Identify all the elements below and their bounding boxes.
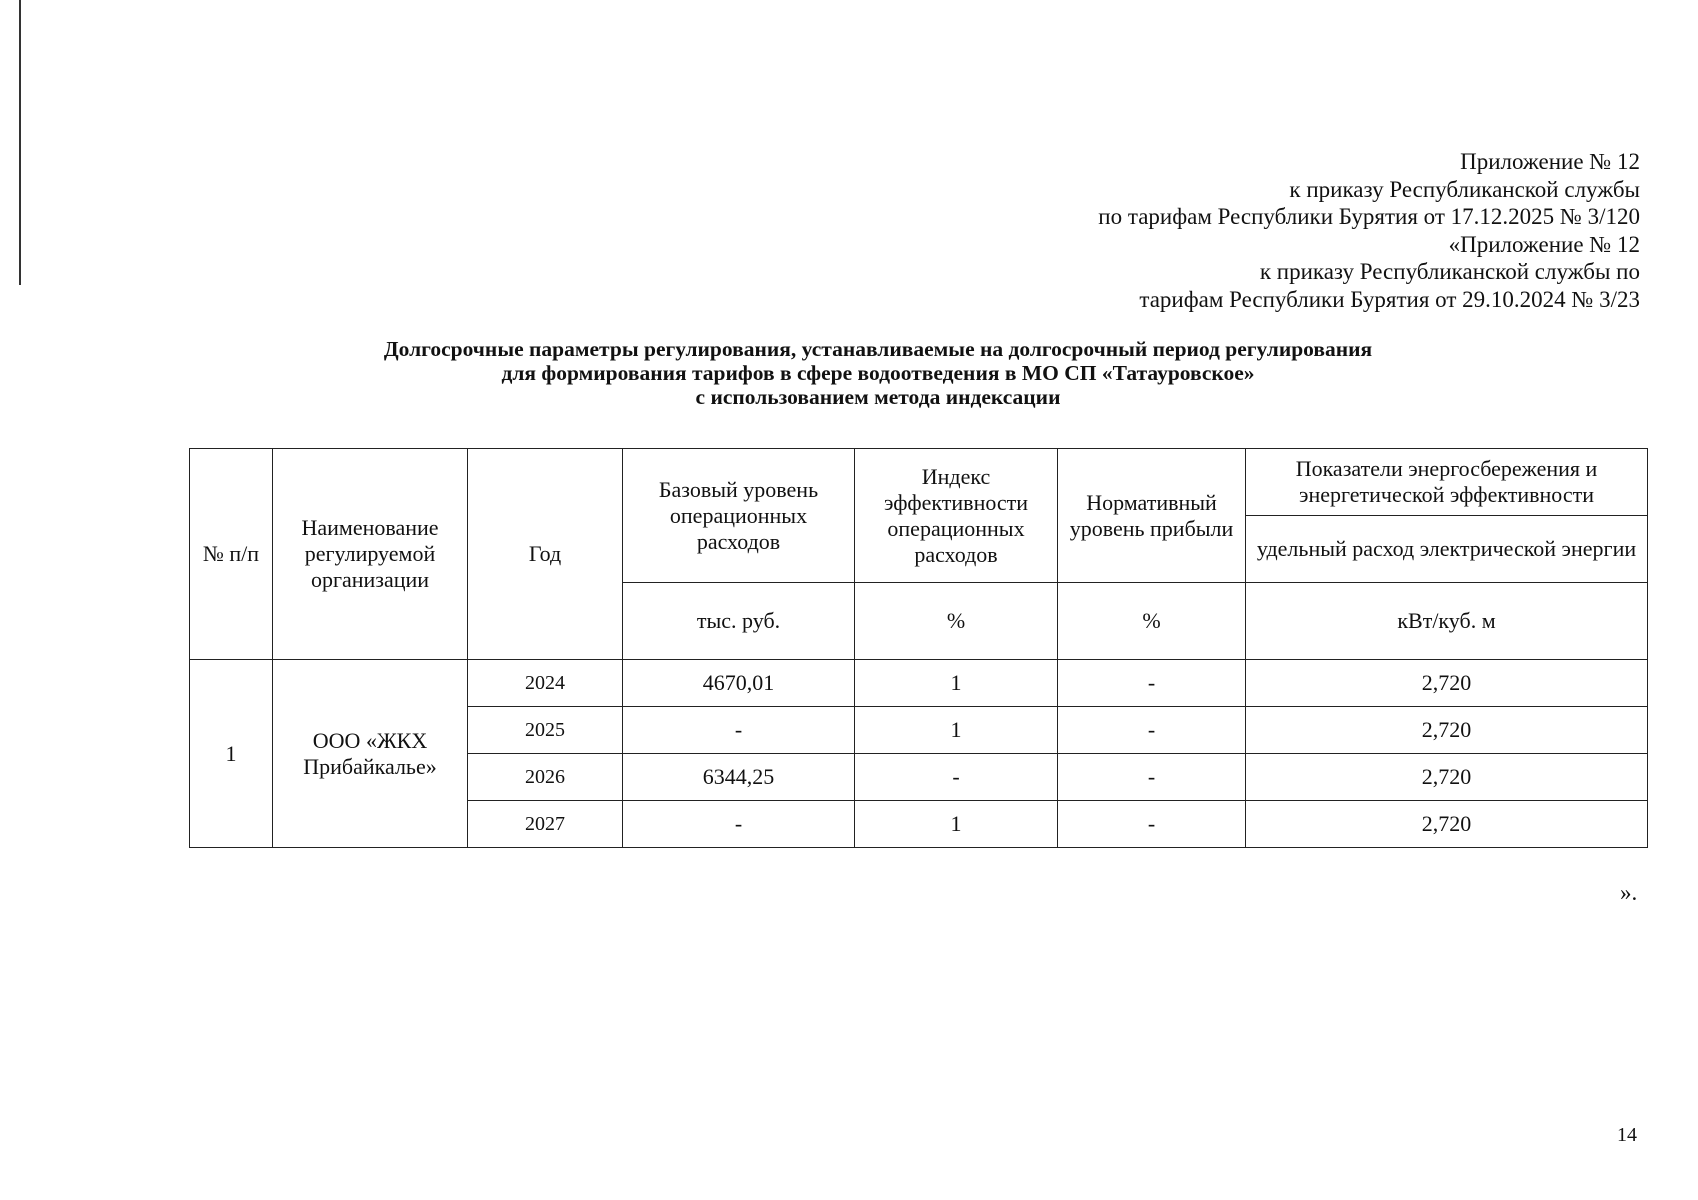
title-line: для формирования тарифов в сфере водоотведения в МО СП «Татауровское» <box>501 361 1255 385</box>
title-line: с использованием метода индексации <box>695 385 1061 409</box>
regulation-parameters-table <box>189 448 1648 848</box>
header-line: по тарифам Республики Бурятия от 17.12.2025 № 3/120 <box>1098 204 1640 229</box>
profit-cell: - <box>1058 707 1246 754</box>
header-profit-level: Нормативный уровень прибыли <box>1058 449 1246 583</box>
header-energy-sub: удельный расход электрической энергии <box>1246 516 1648 583</box>
header-year: Год <box>468 449 623 660</box>
header-line: тарифам Республики Бурятия от 29.10.2024 № 3/23 <box>1139 286 1640 312</box>
unit-profit: % <box>1058 583 1246 660</box>
header-line: к приказу Республиканской службы <box>1289 176 1640 202</box>
energy-cell: 2,720 <box>1246 801 1648 848</box>
scan-edge-line <box>19 0 21 285</box>
index-cell: 1 <box>855 707 1058 754</box>
appendix-header <box>1098 148 1640 313</box>
header-line: «Приложение № 12 <box>1448 231 1640 257</box>
base-cell: 4670,01 <box>623 660 855 707</box>
index-cell: 1 <box>855 801 1058 848</box>
page-number: 14 <box>1617 1124 1637 1146</box>
energy-cell: 2,720 <box>1246 754 1648 801</box>
header-energy-group: Показатели энергосбережения и энергетической эффективности <box>1246 449 1648 516</box>
energy-cell: 2,720 <box>1246 707 1648 754</box>
profit-cell: - <box>1058 754 1246 801</box>
year-cell: 2025 <box>468 707 623 754</box>
unit-base: тыс. руб. <box>623 583 855 660</box>
base-cell: 6344,25 <box>623 754 855 801</box>
index-cell: - <box>855 754 1058 801</box>
header-base-opex: Базовый уровень операционных расходов <box>623 449 855 583</box>
org-number: 1 <box>190 660 273 848</box>
org-name: ООО «ЖКХ Прибайкалье» <box>273 660 468 848</box>
header-num: № п/п <box>190 449 273 660</box>
header-efficiency-index: Индекс эффективности операционных расходов <box>855 449 1058 583</box>
year-cell: 2024 <box>468 660 623 707</box>
profit-cell: - <box>1058 801 1246 848</box>
title-line: Долгосрочные параметры регулирования, устанавливаемые на долгосрочный период регулирования <box>383 337 1373 361</box>
closing-quote: ». <box>1620 880 1638 905</box>
table-row <box>190 660 1648 707</box>
base-cell: - <box>623 707 855 754</box>
year-cell: 2026 <box>468 754 623 801</box>
index-cell: 1 <box>855 660 1058 707</box>
profit-cell: - <box>1058 660 1246 707</box>
unit-index: % <box>855 583 1058 660</box>
header-line: Приложение № 12 <box>1460 149 1640 174</box>
header-row <box>190 449 1648 516</box>
header-line: к приказу Республиканской службы по <box>1259 259 1640 284</box>
energy-cell: 2,720 <box>1246 660 1648 707</box>
document-title <box>300 337 1456 409</box>
year-cell: 2027 <box>468 801 623 848</box>
base-cell: - <box>623 801 855 848</box>
unit-energy: кВт/куб. м <box>1246 583 1648 660</box>
header-org: Наименование регулируемой организации <box>273 449 468 660</box>
